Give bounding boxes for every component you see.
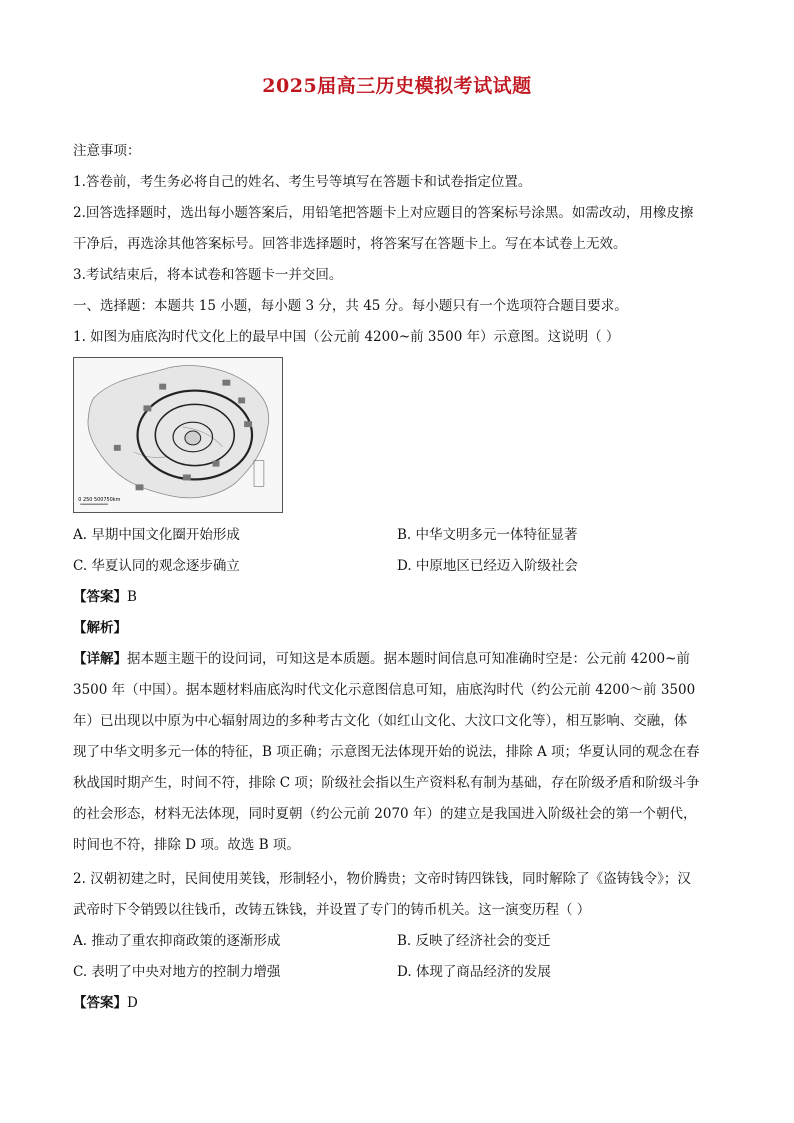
notice-item-2: 2.回答选择题时，选出每小题答案后，用铅笔把答题卡上对应题目的答案标号涂黑。如需改动，用橡皮擦: [73, 205, 694, 221]
q1-detail-line-7: 时间也不符，排除 D 项。故选 B 项。: [73, 837, 300, 853]
q1-detail-line-3: 年）已出现以中原为中心辐射周边的多种考古文化（如红山文化、大汶口文化等），相互影响、交融，体: [73, 713, 688, 729]
q1-map-image: [74, 358, 282, 512]
q1-analysis-label-text: 【解析】: [73, 620, 127, 636]
notice-item-2-cont: 干净后，再选涂其他答案标号。回答非选择题时，将答案写在答题卡上。写在本试卷上无效。: [73, 236, 627, 252]
q1-stem: 1. 如图为庙底沟时代文化上的最早中国（公元前 4200~前 3500 年）示意图。这说明（ ）: [73, 329, 620, 345]
q1-answer-value: B: [127, 589, 137, 605]
q2-option-a: A. 推动了重农抑商政策的逐渐形成: [73, 933, 281, 949]
q2-option-c: C. 表明了中央对地方的控制力增强: [73, 964, 281, 980]
q1-detail-label: 【详解】: [73, 651, 127, 667]
section-heading: 一、选择题：本题共 15 小题，每小题 3 分，共 45 分。每小题只有一个选项符合题目要求。: [73, 298, 628, 314]
q2-answer-label: 【答案】: [73, 995, 127, 1011]
q1-detail-line-1: [73, 649, 690, 669]
q1-answer-label: 【答案】: [73, 589, 127, 605]
q1-map-figure: [73, 357, 283, 513]
q1-option-c: C. 华夏认同的观念逐步确立: [73, 558, 240, 574]
q1-detail-line-2: 3500 年（中国）。据本题材料庙底沟时代文化示意图信息可知，庙底沟时代（约公元前 4200～前 3500: [73, 682, 696, 698]
q1-answer: [73, 587, 137, 607]
map-scale-label: 0 250 500750km: [78, 497, 121, 504]
q1-analysis-label: [73, 618, 127, 638]
q2-option-d: D. 体现了商品经济的发展: [397, 964, 551, 980]
q2-answer: [73, 993, 138, 1013]
q1-detail-line-6: 的社会形态，材料无法体现，同时夏朝（约公元前 2070 年）的建立是我国进入阶级社会的第一个朝代，: [73, 806, 697, 822]
q1-option-d: D. 中原地区已经迈入阶级社会: [397, 558, 578, 574]
q1-detail-line-4: 现了中华文明多元一体的特征，B 项正确；示意图无法体现开始的说法，排除 A 项；华夏认同的观念在春: [73, 744, 700, 760]
q1-detail-line-5: 秋战国时期产生，时间不符，排除 C 项；阶级社会指以生产资料私有制为基础，存在阶级矛盾和阶级斗争: [73, 775, 700, 791]
page-title: 2025届高三历史模拟考试试题: [262, 75, 532, 97]
q1-option-b: B. 中华文明多元一体特征显著: [397, 527, 578, 543]
q2-answer-value: D: [127, 995, 138, 1011]
notice-item-1: 1.答卷前，考生务必将自己的姓名、考生号等填写在答题卡和试卷指定位置。: [73, 174, 532, 190]
q2-stem-line-2: 武帝时下令销毁以往钱币，改铸五铢钱，并设置了专门的铸币机关。这一演变历程（ ）: [73, 902, 591, 918]
q2-option-b: B. 反映了经济社会的变迁: [397, 933, 551, 949]
q1-detail-text-1: 据本题主题干的设问词，可知这是本质题。据本题时间信息可知准确时空是：公元前 4200~前: [127, 651, 690, 667]
q1-option-a: A. 早期中国文化圈开始形成: [73, 527, 240, 543]
notice-heading: 注意事项：: [73, 143, 141, 159]
q2-stem-line-1: 2. 汉朝初建之时，民间使用荚钱，形制轻小，物价腾贵；文帝时铸四铢钱，同时解除了《盗铸钱令》；汉: [73, 871, 691, 887]
notice-item-3: 3.考试结束后，将本试卷和答题卡一并交回。: [73, 267, 343, 283]
